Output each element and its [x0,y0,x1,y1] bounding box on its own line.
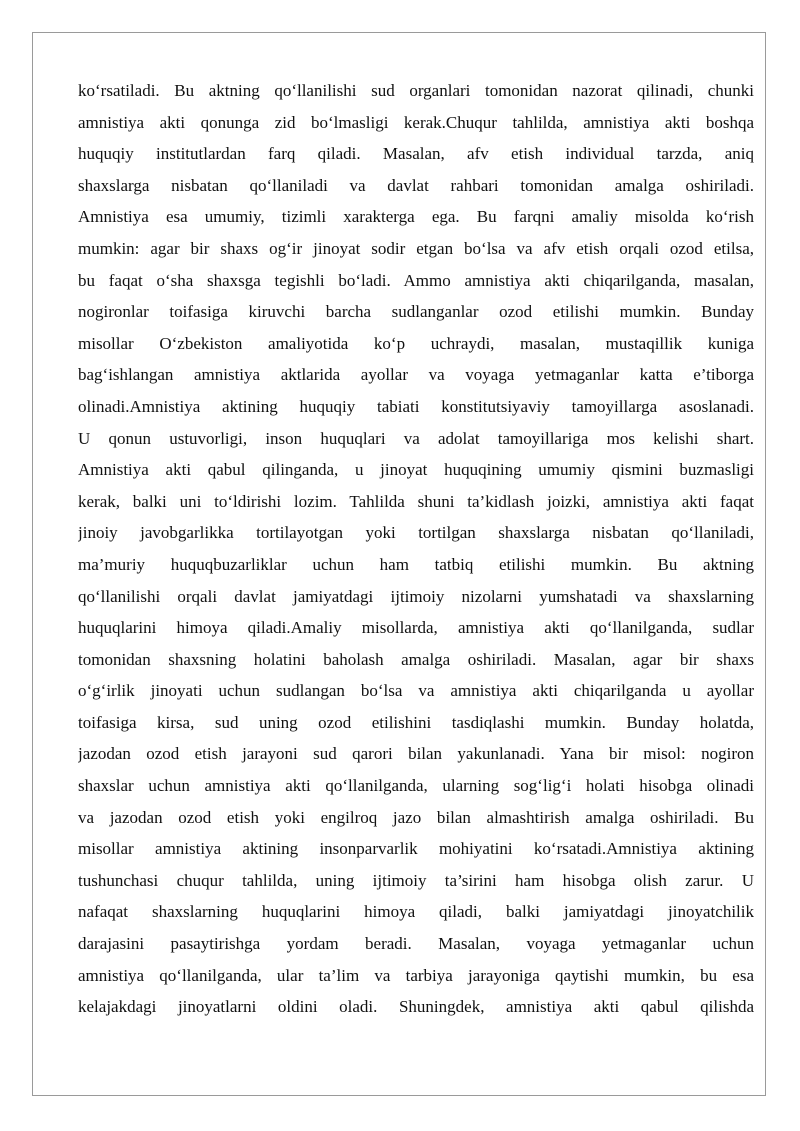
text-line: kerak, balki uni to‘ldirishi lozim. Tahlilda shuni ta’kidlash joizki, amnistiya akti faqat [78,491,754,511]
text-line: olinadi.Amnistiya aktining huquqiy tabiati konstitutsiyaviy tamoyillarga asoslanadi. [78,396,754,416]
text-line: jinoiy javobgarlikka tortilayotgan yoki tortilgan shaxslarga nisbatan qo‘llaniladi, [78,523,754,543]
text-line: shaxslar uchun amnistiya akti qo‘llanilganda, ularning sog‘lig‘i holati hisobga olinadi [78,776,754,796]
text-line: mumkin: agar bir shaxs og‘ir jinoyat sodir etgan bo‘lsa va afv etish orqali ozod etilsa, [78,238,754,258]
text-line: bag‘ishlangan amnistiya aktlarida ayollar va voyaga yetmaganlar katta e’tiborga [78,365,754,385]
text-line: amnistiya akti qonunga zid bo‘lmasligi kerak.Chuqur tahlilda, amnistiya akti boshqa [78,112,754,132]
text-line: kelajakdagi jinoyatlarni oldini oladi. Shuningdek, amnistiya akti qabul qilishda [78,997,754,1017]
text-line: Amnistiya esa umumiy, tizimli xarakterga ega. Bu farqni amaliy misolda ko‘rish [78,207,754,227]
text-line: darajasini pasaytirishga yordam beradi. Masalan, voyaga yetmaganlar uchun [78,934,754,954]
text-line: qo‘llanilishi orqali davlat jamiyatdagi ijtimoiy nizolarni yumshatadi va shaxslarning [78,586,754,606]
text-line: bu faqat o‘sha shaxsga tegishli bo‘ladi. Ammo amnistiya akti chiqarilganda, masalan, [78,270,754,290]
text-line: tomonidan shaxsning holatini baholash amalga oshiriladi. Masalan, agar bir shaxs [78,649,754,669]
text-line: ma’muriy huquqbuzarliklar uchun ham tatbiq etilishi mumkin. Bu aktning [78,554,754,574]
text-line: misollar O‘zbekiston amaliyotida ko‘p uchraydi, masalan, mustaqillik kuniga [78,333,754,353]
text-line: amnistiya qo‘llanilganda, ular ta’lim va tarbiya jarayoniga qaytishi mumkin, bu esa [78,965,754,985]
text-line: misollar amnistiya aktining insonparvarlik mohiyatini ko‘rsatadi.Amnistiya aktining [78,839,754,859]
text-line: o‘g‘irlik jinoyati uchun sudlangan bo‘lsa va amnistiya akti chiqarilganda u ayollar [78,681,754,701]
text-line: va jazodan ozod etish yoki engilroq jazo bilan almashtirish amalga oshiriladi. Bu [78,807,754,827]
text-line: huquqlarini himoya qiladi.Amaliy misollarda, amnistiya akti qo‘llanilganda, sudlar [78,618,754,638]
body-paragraph [78,75,754,1023]
text-line: tushunchasi chuqur tahlilda, uning ijtimoiy ta’sirini ham hisobga olish zarur. U [78,870,754,890]
text-line: U qonun ustuvorligi, inson huquqlari va adolat tamoyillariga mos kelishi shart. [78,428,754,448]
text-line: nafaqat shaxslarning huquqlarini himoya qiladi, balki jamiyatdagi jinoyatchilik [78,902,754,922]
text-line: shaxslarga nisbatan qo‘llaniladi va davlat rahbari tomonidan amalga oshiriladi. [78,175,754,195]
text-line: nogironlar toifasiga kiruvchi barcha sudlanganlar ozod etilishi mumkin. Bunday [78,302,754,322]
text-line: huquqiy institutlardan farq qiladi. Masalan, afv etish individual tarzda, aniq [78,144,754,164]
text-line: ko‘rsatiladi. Bu aktning qo‘llanilishi sud organlari tomonidan nazorat qilinadi, chunki [78,81,754,100]
text-line: toifasiga kirsa, sud uning ozod etilishini tasdiqlashi mumkin. Bunday holatda, [78,712,754,732]
document-page [32,32,766,1096]
text-line: Amnistiya akti qabul qilinganda, u jinoyat huquqining umumiy qismini buzmasligi [78,460,754,480]
text-line: jazodan ozod etish jarayoni sud qarori bilan yakunlanadi. Yana bir misol: nogiron [78,744,754,764]
